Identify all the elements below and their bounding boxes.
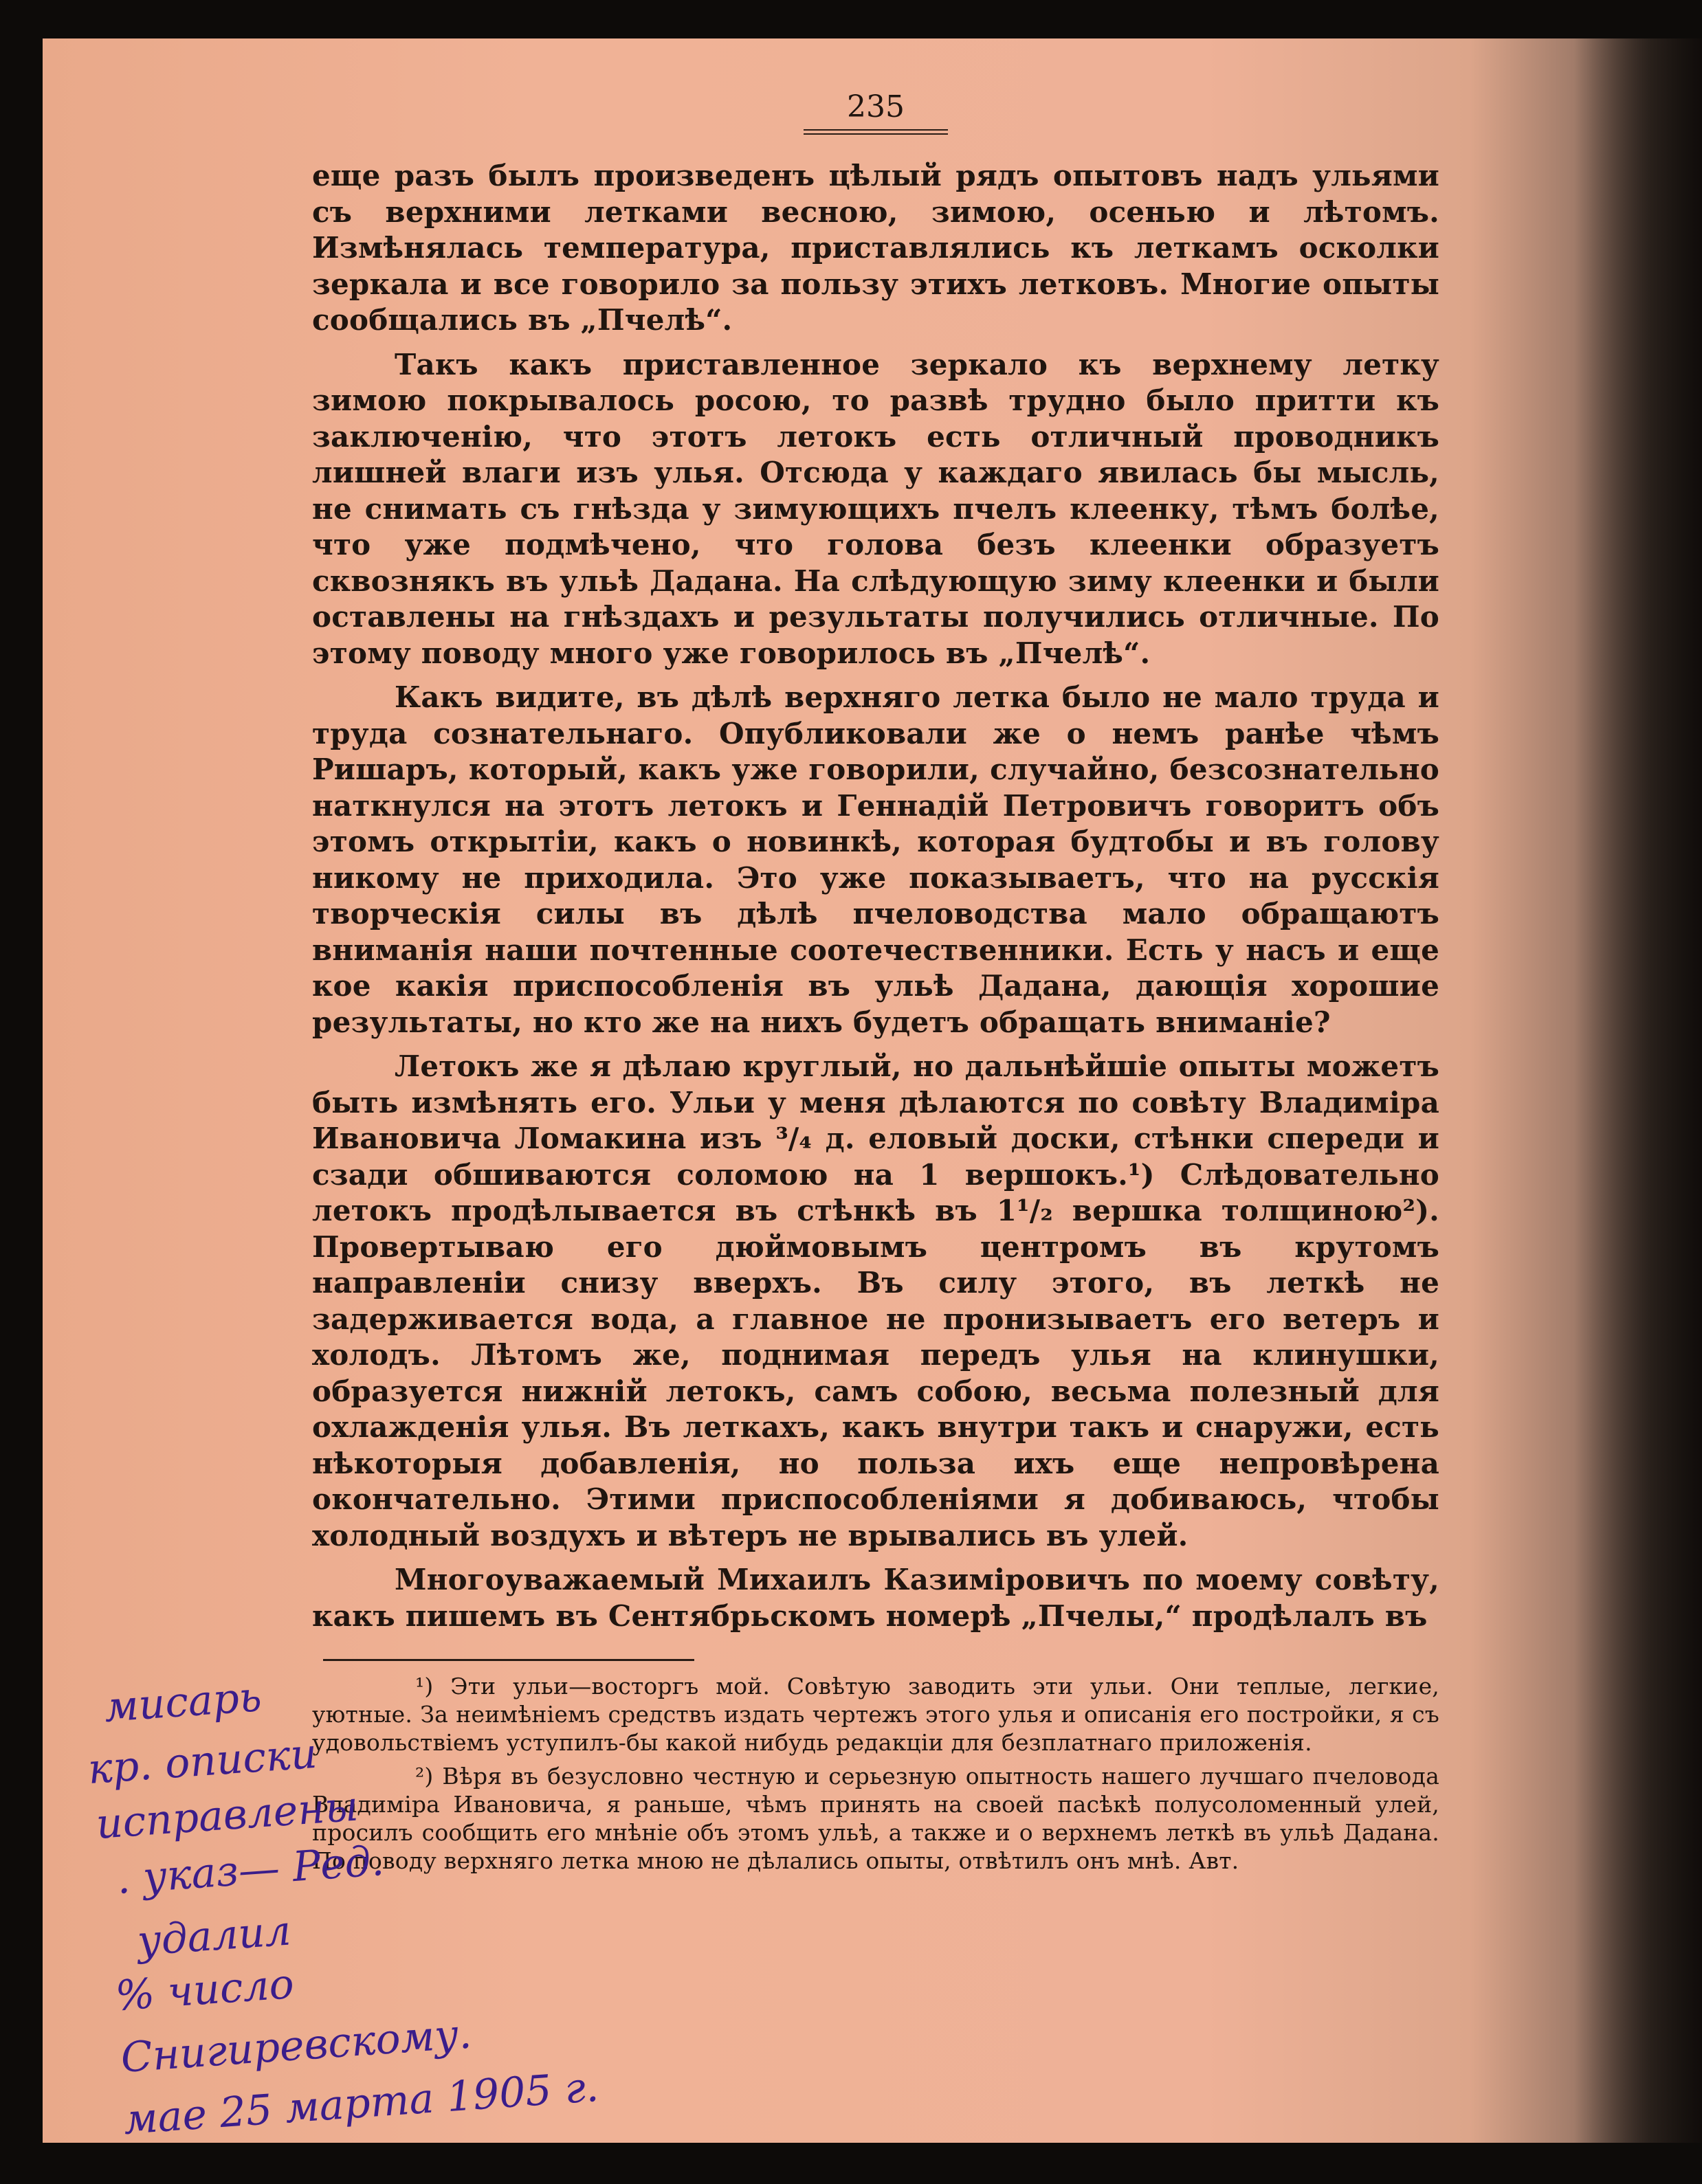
- paragraph-5: Многоуважаемый Михаилъ Казимiровичъ по моему совѣту, какъ пишемъ въ Сентябрьскомъ номерѣ „Пчелы,“ продѣлалъ въ: [312, 1563, 1439, 1633]
- page-number: 235: [847, 89, 905, 124]
- body-text: [312, 158, 1439, 1634]
- footnotes: [312, 1672, 1439, 1875]
- handwritten-note-8: мае 25 марта 1905 г.: [122, 2062, 601, 2144]
- handwritten-note-3: исправлены: [94, 1782, 360, 1849]
- footnote-rule: [323, 1659, 694, 1661]
- handwritten-note-5: удалил: [135, 1906, 293, 1965]
- handwritten-note-6: % число: [113, 1959, 296, 2020]
- footnote-1: ¹) Эти ульи—восторгъ мой. Совѣтую заводить эти ульи. Они теплые, легкие, уютные. За неимѣнiемъ средствъ издать чертежъ этого улья и описанiя его постройки, я съ удовольствiемъ уступилъ-бы какой нибудь редакцiи для безплатнаго приложенiя.: [312, 1673, 1439, 1756]
- paragraph-3: Какъ видите, въ дѣлѣ верхняго летка было не мало труда и труда сознательнаго. Опубликовали же о немъ ранѣе чѣмъ Ришаръ, который, какъ уже говорили, случайно, безсознательно наткнулся на этотъ летокъ и Геннадiй Петровичъ говоритъ объ этомъ открытiи, какъ о новинкѣ, которая будтобы и въ голову никому не приходила. Это уже показываетъ, что на русскiя творческiя силы въ дѣлѣ пчеловодства мало обращаютъ вниманiя наши почтенные соотечественники. Есть у насъ и еще кое какiя приспособленiя въ ульѣ Дадана, дающiя хорошие результаты, но кто же на нихъ будетъ обращать вниманiе?: [312, 680, 1439, 1039]
- paragraph-4: Летокъ же я дѣлаю круглый, но дальнѣйшiе опыты можетъ быть измѣнять его. Ульи у меня дѣлаются по совѣту Владимiра Ивановича Ломакина изъ ³/₄ д. еловый доски, стѣнки спереди и сзади обшиваются соломою на 1 вершокъ.¹) Слѣдовательно летокъ продѣлывается въ стѣнкѣ въ 1¹/₂ вершка толщиною²). Провертываю его дюймовымъ центромъ въ крутомъ направленiи снизу вверхъ. Въ силу этого, въ леткѣ не задерживается вода, а главное не пронизываетъ его ветеръ и холодъ. Лѣтомъ же, поднимая передъ улья на клинушки, образуется нижнiй летокъ, самъ собою, весьма полезный для охлажденiя улья. Въ леткахъ, какъ внутри такъ и снаружи, есть нѣкоторыя добавленiя, но польза ихъ еще непровѣрена окончательно. Этими приспособленiями я добиваюсь, чтобы холодный воздухъ и вѣтеръ не врывались въ улей.: [312, 1049, 1439, 1552]
- page-gutter-shadow: [1574, 38, 1702, 2143]
- paragraph-2: Такъ какъ приставленное зеркало къ верхнему летку зимою покрывалось росою, то развѣ трудно было притти къ заключенiю, что этотъ летокъ есть отличный проводникъ лишней влаги изъ улья. Отсюда у каждаго явилась бы мысль, не снимать съ гнѣзда у зимующихъ пчелъ клеенку, тѣмъ болѣе, что уже подмѣчено, что голова безъ клеенки образуетъ сквознякъ въ ульѣ Дадана. На слѣдующую зиму клеенки и были оставлены на гнѣздахъ и результаты получились отличные. По этому поводу много уже говорилось въ „Пчелѣ“.: [312, 347, 1439, 670]
- paragraph-1: еще разъ былъ произведенъ цѣлый рядъ опытовъ надъ ульями съ верхними летками весною, зимою, осенью и лѣтомъ. Измѣнялась температура, приставлялись къ леткамъ осколки зеркала и все говорило за пользу этихъ летковъ. Многие опыты сообщались въ „Пчелѣ“.: [312, 159, 1439, 337]
- footnote-2: ²) Вѣря въ безусловно честную и серьезную опытность нашего лучшаго пчеловода Владимiра Ивановича, я раньше, чѣмъ принять на своей пасѣкѣ полусоломенный улей, просилъ сообщить его мнѣнiе объ этомъ ульѣ, а также и о верхнемъ леткѣ въ ульѣ Дадана. По поводу верхняго летка мною не дѣлались опыты, отвѣтилъ онъ мнѣ. Авт.: [312, 1763, 1439, 1874]
- handwritten-note-4: . указ— Ред.: [115, 1836, 386, 1904]
- handwritten-note-7: Снигиревскому.: [119, 2009, 474, 2082]
- handwritten-note-2: кр. описки: [86, 1729, 319, 1794]
- page-number-rule: [804, 129, 948, 135]
- page-content: [312, 89, 1439, 1880]
- handwritten-note-1: мисарь: [102, 1673, 263, 1732]
